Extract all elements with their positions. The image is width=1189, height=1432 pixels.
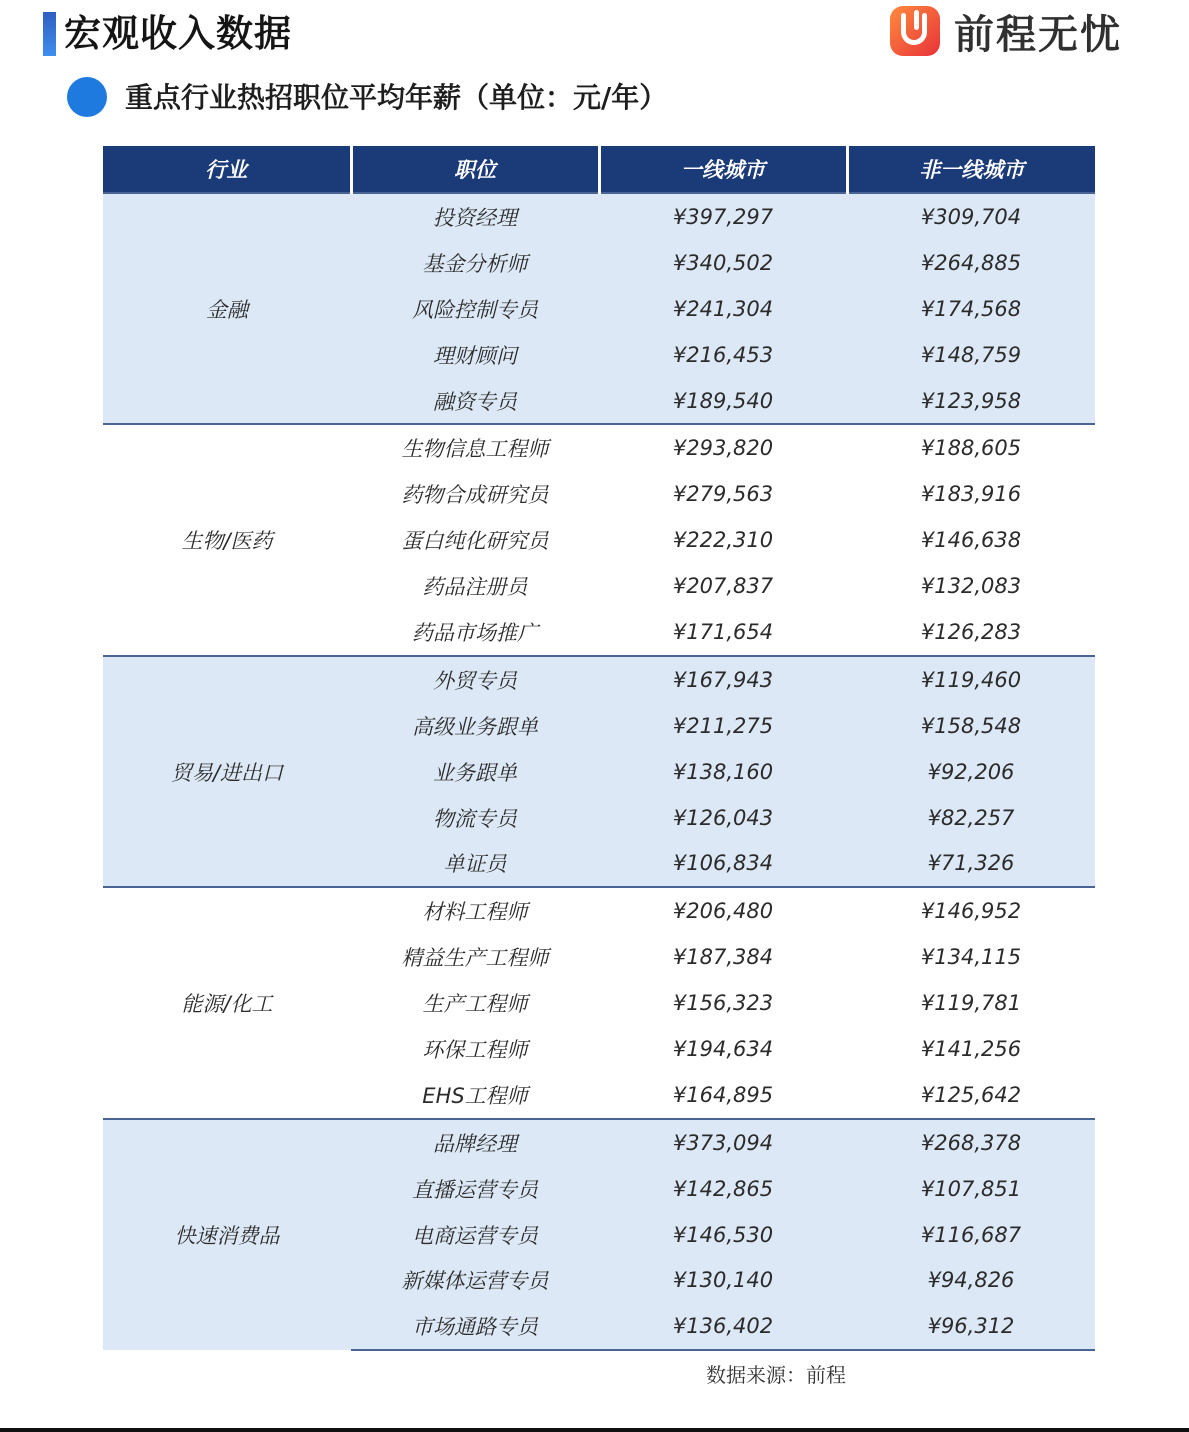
non-tier1-salary-cell: ¥123,958 — [847, 378, 1095, 425]
non-tier1-salary-cell: ¥264,885 — [847, 240, 1095, 286]
position-cell: 物流专员 — [351, 795, 599, 841]
industry-group — [103, 193, 1095, 424]
title-accent-bar — [43, 12, 56, 56]
tier1-salary-cell: ¥340,502 — [599, 240, 847, 286]
tier1-salary-cell: ¥136,402 — [599, 1303, 847, 1350]
position-cell: 市场通路专员 — [351, 1303, 599, 1350]
tier1-salary-cell: ¥187,384 — [672, 945, 774, 970]
position-cell: 电商运营专员 — [351, 1212, 599, 1258]
non-tier1-salary-cell: ¥107,851 — [847, 1166, 1095, 1212]
watermark-overlay — [860, 1362, 1170, 1410]
position-cell: 单证员 — [351, 840, 599, 887]
non-tier1-salary-cell: ¥183,916 — [920, 482, 1022, 507]
position-cell: 生物信息工程师 — [351, 424, 599, 471]
source-note: 数据来源：前程 — [706, 1363, 846, 1387]
non-tier1-salary-cell: ¥116,687 — [847, 1212, 1095, 1258]
tier1-salary-cell: ¥164,895 — [672, 1082, 774, 1107]
position-cell: 新媒体运营专员 — [351, 1257, 599, 1303]
salary-table — [103, 146, 1095, 1351]
position-cell: 精益生产工程师 — [401, 946, 549, 971]
tier1-salary-cell: ¥106,834 — [599, 840, 847, 887]
header-industry: 行业 — [103, 146, 351, 193]
hand-logo-icon — [890, 6, 940, 56]
brand-logo — [890, 3, 1122, 59]
position-cell: 高级业务跟单 — [351, 703, 599, 749]
position-cell: 品牌经理 — [351, 1119, 599, 1166]
position-cell: 材料工程师 — [351, 887, 599, 934]
non-tier1-salary-cell: ¥268,378 — [847, 1119, 1095, 1166]
header-tier1-city: 一线城市 — [599, 146, 847, 193]
industry-group — [103, 887, 1095, 1118]
position-cell: 直播运营专员 — [351, 1166, 599, 1212]
non-tier1-salary-cell: ¥94,826 — [847, 1257, 1095, 1303]
industry-group — [103, 656, 1095, 887]
tier1-salary-cell: ¥207,837 — [672, 574, 774, 599]
tier1-salary-cell: ¥211,275 — [599, 703, 847, 749]
industry-cell: 金融 — [103, 193, 351, 424]
position-cell: 外贸专员 — [351, 656, 599, 703]
non-tier1-salary-cell: ¥174,568 — [847, 286, 1095, 332]
tier1-salary-cell: ¥293,820 — [599, 424, 847, 471]
non-tier1-salary-cell: ¥71,326 — [847, 840, 1095, 887]
position-cell: 风险控制专员 — [351, 286, 599, 332]
table-row — [103, 656, 1095, 703]
non-tier1-salary-cell: ¥141,256 — [920, 1036, 1022, 1061]
tier1-salary-cell: ¥222,310 — [672, 528, 774, 553]
tier1-salary-cell: ¥146,530 — [599, 1212, 847, 1258]
position-cell: 环保工程师 — [422, 1037, 528, 1062]
non-tier1-salary-cell: ¥125,642 — [920, 1082, 1022, 1107]
tier1-salary-cell: ¥138,160 — [599, 749, 847, 795]
non-tier1-salary-cell: ¥82,257 — [847, 795, 1095, 841]
industry-group — [103, 1119, 1095, 1350]
position-cell: EHS工程师 — [422, 1083, 528, 1108]
header-non-tier1-city: 非一线城市 — [847, 146, 1095, 193]
non-tier1-salary-cell: ¥96,312 — [847, 1303, 1095, 1350]
tier1-salary-cell: ¥397,297 — [599, 193, 847, 240]
non-tier1-salary-cell: ¥119,460 — [847, 656, 1095, 703]
non-tier1-salary-cell: ¥188,605 — [847, 424, 1095, 471]
non-tier1-salary-cell: ¥158,548 — [847, 703, 1095, 749]
non-tier1-salary-cell: ¥146,952 — [847, 887, 1095, 934]
tier1-salary-cell: ¥206,480 — [599, 887, 847, 934]
tier1-salary-cell: ¥171,654 — [672, 619, 774, 644]
tier1-salary-cell: ¥130,140 — [599, 1257, 847, 1303]
non-tier1-salary-cell: ¥134,115 — [920, 945, 1022, 970]
tier1-salary-cell: ¥373,094 — [599, 1119, 847, 1166]
tier1-salary-cell: ¥167,943 — [599, 656, 847, 703]
position-cell: 融资专员 — [351, 378, 599, 425]
tier1-salary-cell: ¥241,304 — [599, 286, 847, 332]
industry-group — [103, 424, 1095, 655]
bottom-divider — [0, 1428, 1189, 1432]
industry-cell: 能源/化工 — [103, 887, 351, 1118]
page-title: 宏观收入数据 — [64, 12, 292, 55]
table-row — [103, 887, 1095, 934]
tier1-salary-cell: ¥279,563 — [672, 482, 774, 507]
position-cell: 药品市场推广 — [412, 620, 538, 645]
position-cell: 药品注册员 — [422, 575, 528, 600]
bullet-dot-icon — [67, 77, 107, 117]
position-cell: 生产工程师 — [422, 992, 528, 1017]
non-tier1-salary-cell: ¥132,083 — [920, 574, 1022, 599]
industry-cell: 贸易/进出口 — [103, 656, 351, 887]
tier1-salary-cell: ¥189,540 — [599, 378, 847, 425]
industry-cell: 快速消费品 — [103, 1119, 351, 1350]
position-cell: 投资经理 — [351, 193, 599, 240]
header-position: 职位 — [351, 146, 599, 193]
tier1-salary-cell: ¥216,453 — [599, 332, 847, 378]
industry-cell: 生物/医药 — [103, 424, 351, 655]
table-row — [103, 1119, 1095, 1166]
table-row — [103, 193, 1095, 240]
tier1-salary-cell: ¥156,323 — [672, 991, 774, 1016]
position-cell: 理财顾问 — [351, 332, 599, 378]
table-header-row — [103, 146, 1095, 193]
brand-name: 前程无忧 — [954, 11, 1122, 58]
table-row — [103, 424, 1095, 471]
non-tier1-salary-cell: ¥119,781 — [920, 991, 1022, 1016]
position-cell: 蛋白纯化研究员 — [401, 529, 549, 554]
tier1-salary-cell: ¥142,865 — [599, 1166, 847, 1212]
non-tier1-salary-cell: ¥146,638 — [920, 528, 1022, 553]
position-cell: 基金分析师 — [351, 240, 599, 286]
position-cell: 药物合成研究员 — [401, 483, 549, 508]
position-cell: 业务跟单 — [351, 749, 599, 795]
tier1-salary-cell: ¥126,043 — [599, 795, 847, 841]
non-tier1-salary-cell: ¥126,283 — [920, 619, 1022, 644]
non-tier1-salary-cell: ¥309,704 — [847, 193, 1095, 240]
table-subtitle: 重点行业热招职位平均年薪（单位：元/年） — [125, 81, 668, 114]
tier1-salary-cell: ¥194,634 — [672, 1036, 774, 1061]
non-tier1-salary-cell: ¥148,759 — [847, 332, 1095, 378]
non-tier1-salary-cell: ¥92,206 — [847, 749, 1095, 795]
